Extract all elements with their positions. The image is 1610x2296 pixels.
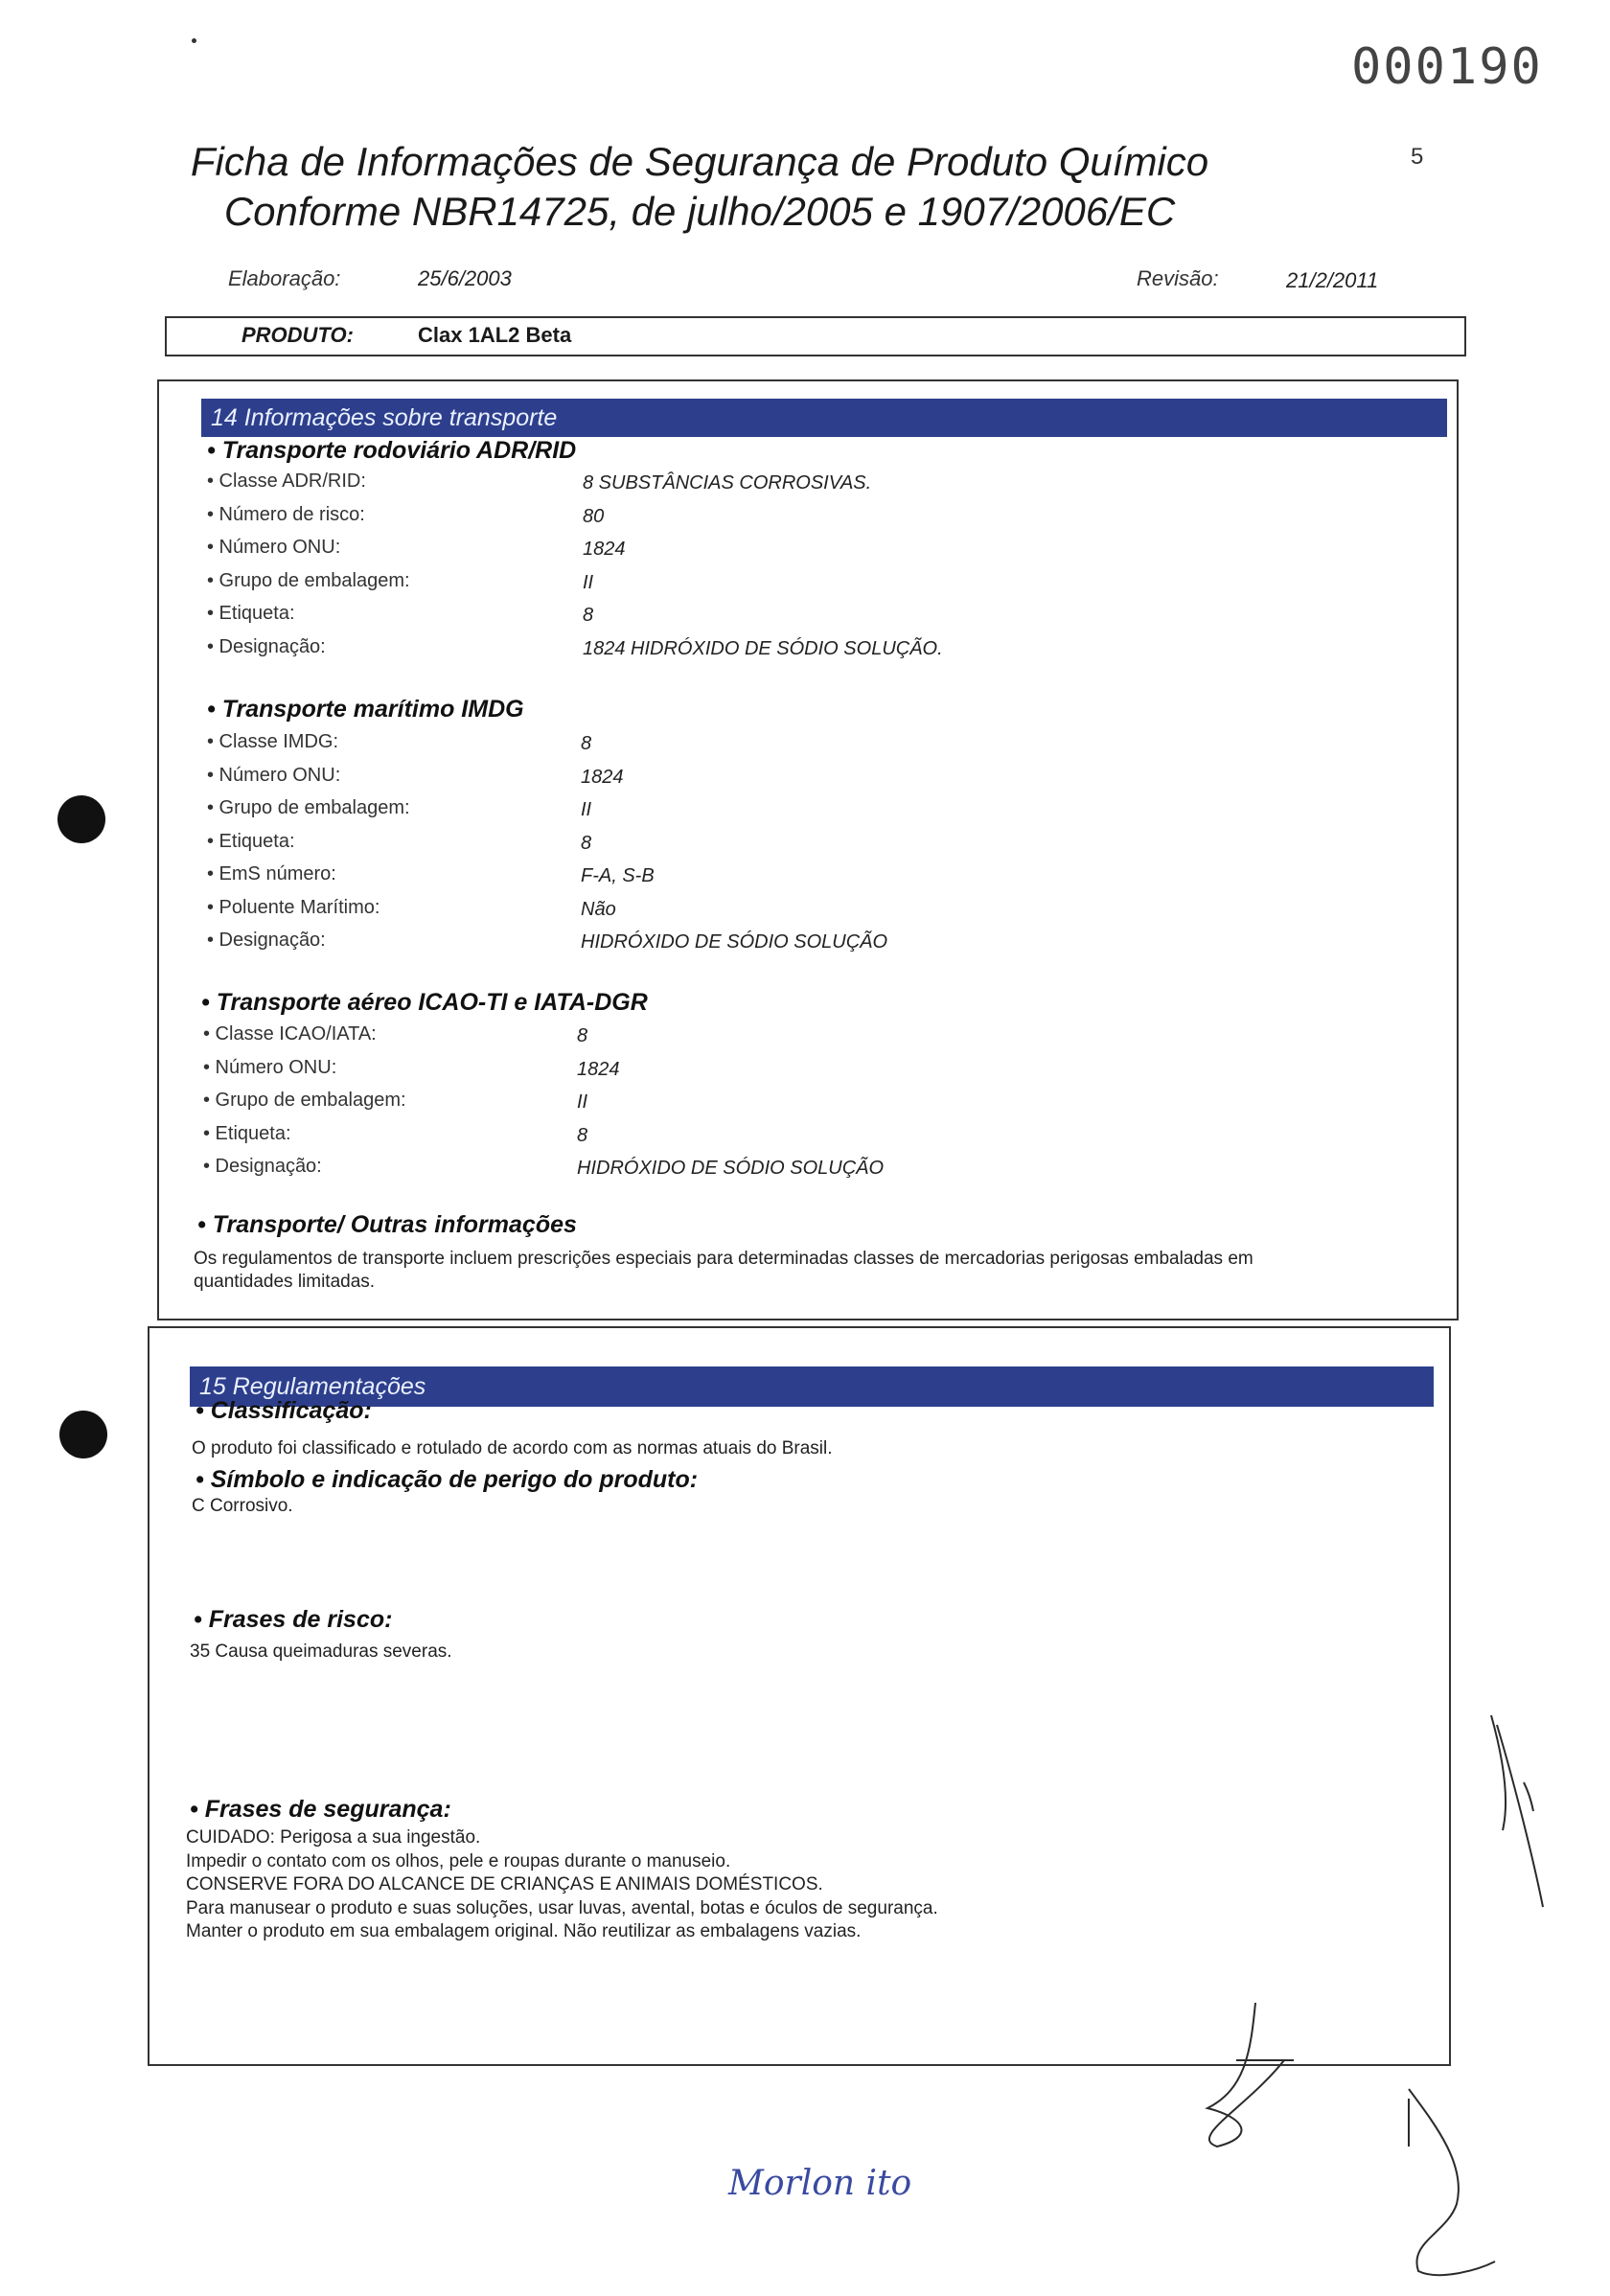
binder-hole-top <box>58 795 105 843</box>
section-14-header: 14 Informações sobre transporte <box>201 399 1447 437</box>
air-transport-title: • Transporte aéreo ICAO-TI e IATA-DGR <box>201 989 648 1016</box>
classificacao-title: • Classificação: <box>196 1397 372 1424</box>
frases-risco-text: 35 Causa queimaduras severas. <box>190 1642 452 1662</box>
road-row-value: 80 <box>583 505 605 527</box>
simbolo-title: • Símbolo e indicação de perigo do produto: <box>196 1466 699 1493</box>
frases-risco-title: • Frases de risco: <box>194 1606 393 1633</box>
road-transport-title: • Transporte rodoviário ADR/RID <box>207 437 577 464</box>
sea-row-label: • Designação: <box>207 930 326 951</box>
road-row-value: 8 SUBSTÂNCIAS CORROSIVAS. <box>583 472 872 494</box>
road-row-value: 1824 HIDRÓXIDO DE SÓDIO SOLUÇÃO. <box>583 637 943 659</box>
air-row-label: • Grupo de embalagem: <box>203 1090 406 1111</box>
sea-row-value: Não <box>581 898 616 920</box>
sea-row-value: II <box>581 799 592 820</box>
product-name: Clax 1AL2 Beta <box>418 323 572 347</box>
air-row-label: • Etiqueta: <box>203 1122 291 1144</box>
air-row-label: • Número ONU: <box>203 1056 337 1078</box>
air-row-value: 8 <box>577 1124 588 1146</box>
simbolo-text: C Corrosivo. <box>192 1496 293 1516</box>
sea-row-label: • Etiqueta: <box>207 830 295 852</box>
sea-row-label: • Classe IMDG: <box>207 731 339 752</box>
revisao-date: 21/2/2011 <box>1286 268 1379 292</box>
seguranca-line: Para manusear o produto e suas soluções, usar luvas, avental, botas e óculos de segurança. <box>186 1897 938 1918</box>
classificacao-text: O produto foi classificado e rotulado de acordo com as normas atuais do Brasil. <box>192 1438 833 1458</box>
air-row-value: 1824 <box>577 1058 620 1080</box>
sea-row-value: 1824 <box>581 766 624 788</box>
seguranca-line: CONSERVE FORA DO ALCANCE DE CRIANÇAS E ANIMAIS DOMÉSTICOS. <box>186 1874 823 1894</box>
sea-row-value: 8 <box>581 832 592 854</box>
frases-seguranca-title: • Frases de segurança: <box>190 1796 451 1823</box>
air-row-label: • Designação: <box>203 1156 322 1177</box>
margin-scribble <box>1491 1715 1543 1907</box>
sea-row-value: HIDRÓXIDO DE SÓDIO SOLUÇÃO <box>581 931 888 953</box>
air-row-value: HIDRÓXIDO DE SÓDIO SOLUÇÃO <box>577 1158 885 1179</box>
sea-transport-title: • Transporte marítimo IMDG <box>207 696 524 723</box>
scan-dot <box>192 38 196 43</box>
road-row-value: 1824 <box>583 539 626 560</box>
seguranca-line: Manter o produto em sua embalagem original. Não reutilizar as embalagens vazias. <box>186 1921 862 1941</box>
handwritten-note: Morlon ito <box>728 2164 912 2203</box>
road-row-label: • Etiqueta: <box>207 603 295 624</box>
road-row-label: • Designação: <box>207 635 326 657</box>
document-stamp-number: 000190 <box>1351 38 1543 96</box>
binder-hole-bottom <box>59 1411 107 1458</box>
sea-row-value: 8 <box>581 733 592 754</box>
air-row-value: II <box>577 1091 588 1113</box>
other-transport-title: • Transporte/ Outras informações <box>197 1211 577 1238</box>
sea-row-label: • Grupo de embalagem: <box>207 797 410 818</box>
signature-loop <box>1409 2089 1495 2275</box>
sea-row-label: • EmS número: <box>207 863 336 884</box>
road-row-label: • Número ONU: <box>207 537 341 558</box>
product-box <box>165 316 1466 356</box>
document-title-line2: Conforme NBR14725, de julho/2005 e 1907/2006/EC <box>223 189 1176 234</box>
other-transport-text-line2: quantidades limitadas. <box>194 1272 376 1292</box>
revisao-label: Revisão: <box>1137 266 1219 290</box>
seguranca-line: CUIDADO: Perigosa a sua ingestão. <box>186 1827 481 1848</box>
elaboracao-label: Elaboração: <box>228 266 341 290</box>
road-row-value: 8 <box>583 605 594 626</box>
other-transport-text-line1: Os regulamentos de transporte incluem prescrições especiais para determinadas classes de mercadorias perigosas embaladas em <box>194 1249 1254 1269</box>
product-label: PRODUTO: <box>242 323 354 347</box>
sea-row-label: • Número ONU: <box>207 764 341 786</box>
air-row-label: • Classe ICAO/IATA: <box>203 1023 377 1045</box>
air-row-value: 8 <box>577 1025 588 1046</box>
section-15-header: 15 Regulamentações <box>190 1366 1434 1407</box>
road-row-label: • Classe ADR/RID: <box>207 471 366 492</box>
road-row-value: II <box>583 571 594 593</box>
road-row-label: • Número de risco: <box>207 503 365 525</box>
road-row-label: • Grupo de embalagem: <box>207 569 410 591</box>
seguranca-line: Impedir o contato com os olhos, pele e roupas durante o manuseio. <box>186 1850 731 1871</box>
sea-row-label: • Poluente Marítimo: <box>207 896 380 918</box>
document-title-line1: Ficha de Informações de Segurança de Produto Químico <box>190 139 1209 184</box>
sea-row-value: F-A, S-B <box>581 865 655 886</box>
page-number: 5 <box>1411 144 1424 170</box>
elaboracao-date: 25/6/2003 <box>418 266 512 290</box>
